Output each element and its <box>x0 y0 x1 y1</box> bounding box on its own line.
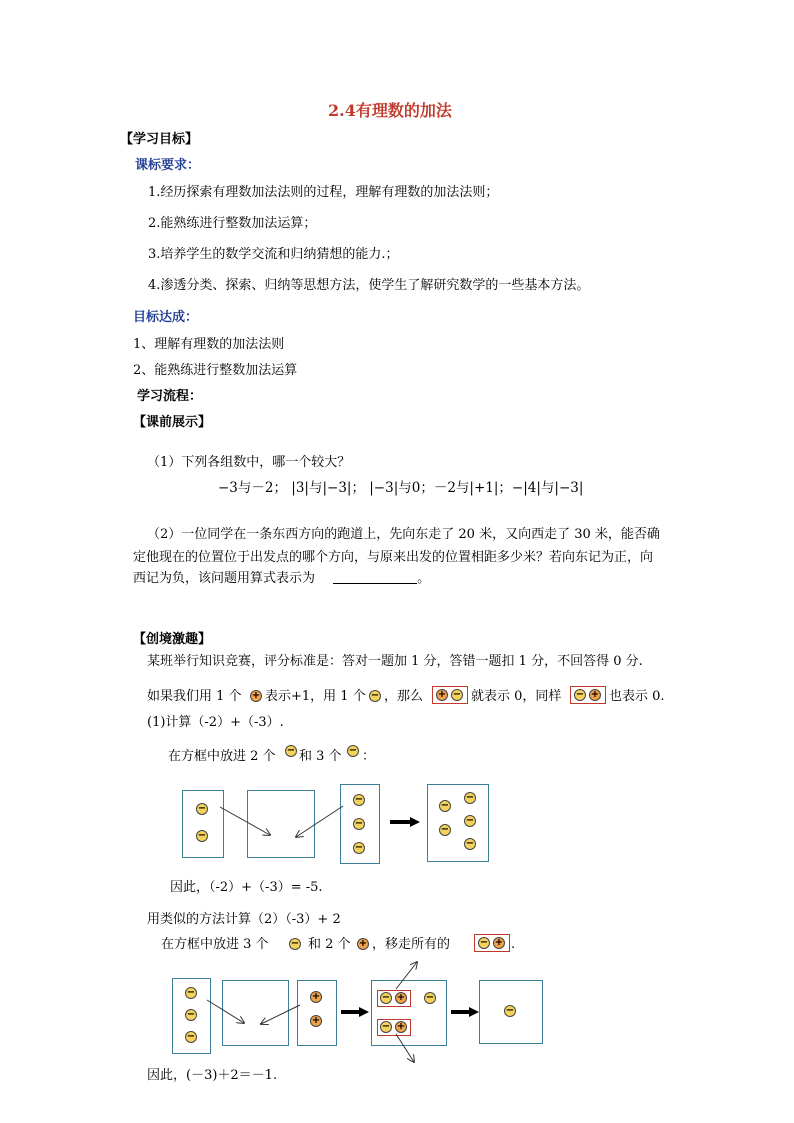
minus-chip-icon: − <box>479 937 489 948</box>
minus-chip-icon: − <box>186 1009 196 1020</box>
remove-arrow <box>396 1034 414 1062</box>
conclusion-1: 因此，（-2）+（-3）= -5. <box>170 880 323 895</box>
plus-chip-icon: + <box>494 937 504 948</box>
move-arrow <box>220 807 270 835</box>
question-2-line: 西记为负，该问题用算式表示为 。 <box>133 571 431 586</box>
minus-chip-icon: − <box>465 792 475 803</box>
plus-chip-icon: + <box>590 689 600 700</box>
minus-chip-icon: − <box>370 690 380 701</box>
remove-arrow <box>396 962 417 989</box>
plus-chip-icon: + <box>358 938 368 949</box>
move-arrow <box>261 1005 300 1024</box>
minus-chip-icon: − <box>381 992 391 1003</box>
minus-chip-icon: − <box>465 838 475 849</box>
question-1: （1）下列各组数中，哪一个较大？ <box>147 455 351 470</box>
minus-chip-icon: − <box>452 689 462 700</box>
minus-chip-icon: − <box>197 830 207 841</box>
section-pre-class: 【课前展示】 <box>133 415 212 430</box>
plus-chip-icon: + <box>396 992 406 1003</box>
minus-chip-icon: − <box>290 938 300 949</box>
put-2-d: . <box>511 937 516 952</box>
conclusion-2: 因此，(－3)＋2＝－1. <box>147 1068 278 1083</box>
calc-1: (1)计算（-2）+（-3）. <box>147 715 284 730</box>
plus-chip-icon: + <box>437 689 447 700</box>
plus-chip-icon: + <box>396 1021 406 1032</box>
minus-chip-icon: − <box>575 689 585 700</box>
context-explain-a: 如果我们用 1 个 <box>147 689 242 704</box>
minus-chip-icon: − <box>440 800 450 811</box>
put-1-a: 在方框中放进 2 个 <box>168 749 276 764</box>
curriculum-item: 3.培养学生的数学交流和归纳猜想的能力.； <box>148 247 399 262</box>
context-explain-e: 也表示 0. <box>609 689 665 704</box>
context-explain-c: ，那么 <box>384 689 424 704</box>
curriculum-label: 课标要求： <box>135 158 201 173</box>
section-context: 【创境激趣】 <box>133 632 212 647</box>
minus-chip-icon: − <box>354 818 364 829</box>
put-2-c: ，移走所有的 <box>372 937 451 952</box>
minus-chip-icon: − <box>381 1021 391 1032</box>
plus-chip-icon: + <box>251 690 261 701</box>
question-2-line: （2）一位同学在一条东西方向的跑道上，先向东走了 20 米，又向西走了 30 米，能否确 <box>147 527 660 542</box>
minus-chip-icon: − <box>505 1005 515 1016</box>
curriculum-item: 2.能熟练进行整数加法运算； <box>148 216 317 231</box>
minus-chip-icon: − <box>440 824 450 835</box>
minus-chip-icon: − <box>197 803 207 814</box>
minus-chip-icon: − <box>354 842 364 853</box>
question-1-expression: −3与－2； |3|与|−3|； |−3|与0；－2与|+1|；−|4|与|−3| <box>218 480 584 496</box>
minus-chip-icon: − <box>186 1031 196 1042</box>
minus-chip-icon: − <box>348 745 358 756</box>
put-1-c: ： <box>362 749 376 764</box>
plus-chip-icon: + <box>311 1015 321 1026</box>
curriculum-item: 1.经历探索有理数加法法则的过程，理解有理数的加法法则； <box>148 185 499 200</box>
minus-chip-icon: − <box>286 745 296 756</box>
calc-2: 用类似的方法计算（2）（-3）+ 2 <box>147 912 341 927</box>
context-explain-d: 就表示 0，同样 <box>471 689 562 704</box>
goal-item: 1、理解有理数的加法法则 <box>133 337 285 352</box>
minus-chip-icon: − <box>425 992 435 1003</box>
minus-chip-icon: − <box>465 815 475 826</box>
learning-flow-label: 学习流程： <box>137 389 203 404</box>
context-explain-b: 表示+1，用 1 个 <box>265 689 366 704</box>
put-2-b: 和 2 个 <box>308 937 351 952</box>
goal-item: 2、能熟练进行整数加法运算 <box>133 363 298 378</box>
minus-chip-icon: − <box>186 987 196 998</box>
put-2-a: 在方框中放进 3 个 <box>161 937 269 952</box>
goal-achieve-label: 目标达成： <box>133 310 199 325</box>
put-1-b: 和 3 个 <box>299 749 342 764</box>
move-arrow <box>207 1000 244 1023</box>
curriculum-item: 4.渗透分类、探索、归纳等思想方法，使学生了解研究数学的一些基本方法。 <box>148 278 590 293</box>
move-arrow <box>296 806 343 837</box>
question-2-line: 定他现在的位置位于出发点的哪个方向，与原来出发的位置相距多少米？若向东记为正，向 <box>133 550 654 565</box>
section-learning-goals: 【学习目标】 <box>120 132 199 147</box>
plus-chip-icon: + <box>311 991 321 1002</box>
page-title: 2.4有理数的加法 <box>328 101 452 120</box>
context-rule: 某班举行知识竞赛，评分标准是：答对一题加 1 分，答错一题扣 1 分，不回答得 0 分. <box>147 654 643 669</box>
minus-chip-icon: − <box>354 794 364 805</box>
